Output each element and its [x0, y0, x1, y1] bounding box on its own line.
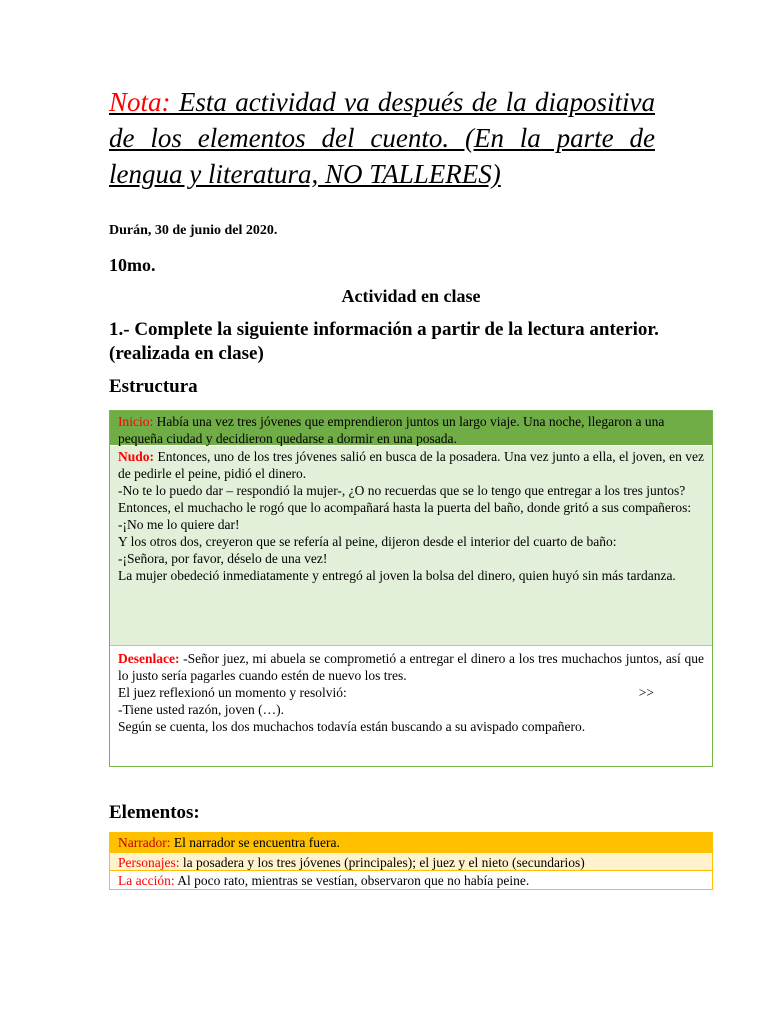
elementos-table: [109, 832, 713, 890]
nota-text: Esta actividad va después de la diapositiva de los elementos del cuento. (En la parte de lengua y literatura, NO TALLERES): [109, 87, 655, 189]
desenlace-text: -Señor juez, mi abuela se comprometió a entregar el dinero a los tres muchachos juntos, así que lo justo sería pagarles cuando estén de nuevo los tres.: [118, 651, 704, 683]
personajes-label: Personajes:: [118, 854, 180, 870]
date-line: Durán, 30 de junio del 2020.: [109, 223, 278, 238]
nudo-line: -No te lo puedo dar – respondió la mujer-, ¿O no recuerdas que se lo tengo que entregar a los tres juntos?: [118, 483, 686, 498]
elemento-row-personajes: [110, 852, 712, 871]
estructura-table: [109, 410, 713, 767]
personajes-text: la posadera y los tres jóvenes (principales); el juez y el nieto (secundarios): [179, 854, 585, 870]
estructura-heading: Estructura: [109, 376, 198, 397]
desenlace-line: [118, 650, 704, 684]
desenlace-row: [110, 645, 712, 766]
nudo-line: Entonces, el muchacho le rogó que lo acompañará hasta la puerta del baño, donde gritó a sus compañeros:: [118, 500, 692, 515]
accion-text: Al poco rato, mientras se vestían, observaron que no había peine.: [174, 873, 530, 888]
narrador-label: Narrador:: [118, 835, 171, 850]
grade-line: 10mo.: [109, 255, 156, 275]
desenlace-line: [118, 684, 704, 701]
desenlace-label: Desenlace:: [118, 651, 180, 666]
nudo-line: La mujer obedeció inmediatamente y entregó al joven la bolsa del dinero, quien huyó sin más tardanza.: [118, 568, 676, 583]
inicio-text: Había una vez tres jóvenes que emprendieron juntos un largo viaje. Una noche, llegaron a una pequeña ciudad y decidieron quedarse a dormir en una posada.: [118, 414, 665, 446]
nudo-line: -¡No me lo quiere dar!: [118, 517, 240, 532]
nudo-line: -¡Señora, por favor, déselo de una vez!: [118, 551, 328, 566]
elementos-heading: Elementos:: [109, 802, 200, 823]
nudo-row: [110, 445, 712, 645]
nudo-label: Nudo:: [118, 449, 155, 464]
elemento-row-accion: [110, 870, 712, 889]
desenlace-marker: >>: [638, 685, 654, 700]
nudo-text: Entonces, uno de los tres jóvenes salió en busca de la posadera. Una vez junto a ella, el joven, en vez de pedirle el peine, pidió el dinero.: [118, 449, 704, 481]
nota-label: Nota:: [109, 87, 171, 117]
nudo-line: [118, 448, 704, 482]
accion-label: La acción:: [118, 873, 175, 888]
nota-heading: [109, 84, 655, 192]
desenlace-line: Según se cuenta, los dos muchachos todavía están buscando a su avispado compañero.: [118, 719, 586, 734]
narrador-text: El narrador se encuentra fuera.: [170, 835, 340, 850]
desenlace-line2: El juez reflexionó un momento y resolvió:: [118, 685, 347, 700]
desenlace-line: -Tiene usted razón, joven (…).: [118, 702, 284, 717]
activity-title: Actividad en clase: [341, 286, 481, 306]
inicio-row: [110, 411, 712, 445]
inicio-label: Inicio:: [118, 414, 154, 429]
elemento-row-narrador: [110, 833, 712, 852]
nudo-line: Y los otros dos, creyeron que se refería al peine, dijeron desde el interior del cuarto de baño:: [118, 534, 617, 549]
question-1: 1.- Complete la siguiente información a partir de la lectura anterior. (realizada en clase): [109, 319, 659, 364]
